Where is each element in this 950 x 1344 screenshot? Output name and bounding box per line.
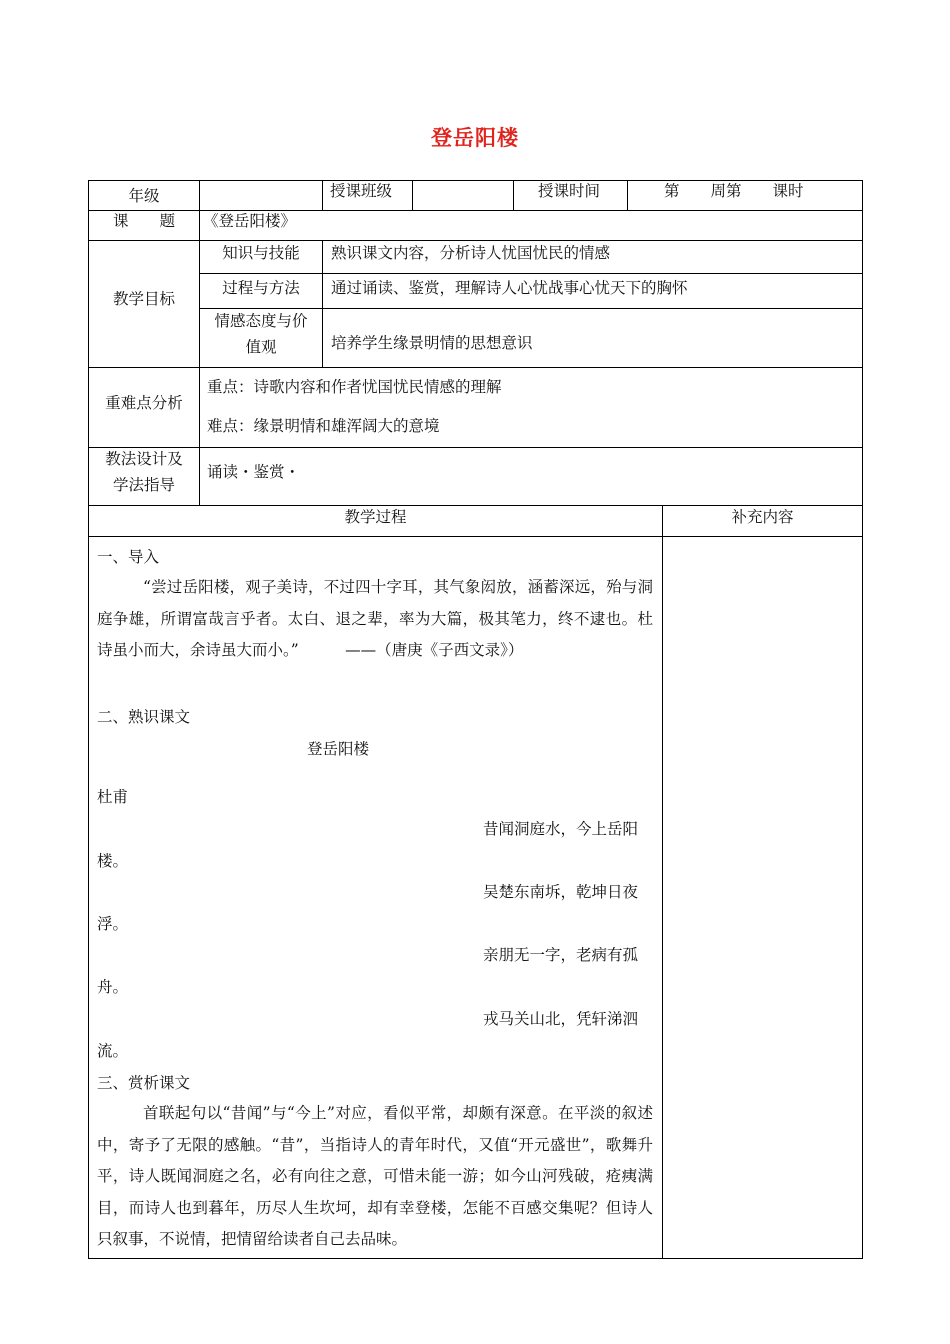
time-label: 授课时间 [538, 182, 601, 200]
keypoints-difficulty: 难点：缘景明情和雄浑阔大的意境 [207, 417, 440, 435]
poem-line-3a: 亲朋无一字，老病有孤 [483, 946, 639, 964]
goal-knowledge-label: 知识与技能 [222, 244, 300, 262]
intro-quote: “尝过岳阳楼，观子美诗，不过四十字耳，其气象闳放，涵蓄深远，殆与洞庭争雄，所谓富哉言乎者。太白、退之辈，率为大篇，极其笔力，终不逮也。杜诗虽小而大，余诗虽大而小。” ——（唐庚《子西文录》） [97, 578, 653, 659]
page-title: 登岳阳楼 [431, 125, 519, 150]
goals-label: 教学目标 [112, 290, 175, 308]
method-label-line2: 学法指导 [112, 476, 175, 494]
goal-attitude-label [200, 311, 322, 357]
goal-attitude-label-line2: 值观 [245, 338, 277, 356]
supplement-header: 补充内容 [731, 508, 794, 526]
section-analysis-heading: 三、赏析课文 [97, 1074, 191, 1092]
poem-line-3b: 舟。 [97, 978, 129, 996]
goal-process-text: 通过诵读、鉴赏，理解诗人心忧战事心忧天下的胸怀 [331, 279, 688, 297]
section-intro-heading: 一、导入 [97, 548, 160, 566]
goal-process-label: 过程与方法 [222, 279, 300, 297]
lesson-value: 《登岳阳楼》 [203, 212, 297, 230]
poem-line-4a: 戎马关山北，凭轩涕泗 [483, 1010, 639, 1028]
method-label-line1: 教法设计及 [105, 450, 183, 468]
analysis-paragraph: 首联起句以“昔闻”与“今上”对应，看似平常，却颇有深意。在平淡的叙述中，寄予了无限的感触。“昔”，当指诗人的青年时代，又值“开元盛世”，歌舞升平，诗人既闻洞庭之名，必有向往之意，可惜未能一游；如今山河残破，疮痍满目，而诗人也到暮年，历尽人生坎坷，却有幸登楼，怎能不百感交集呢？但诗人只叙事，不说情，把情留给读者自己去品味。 [97, 1104, 653, 1248]
keypoints-label: 重难点分析 [105, 394, 183, 412]
grade-label: 年级 [128, 187, 160, 205]
lesson-label: 课 题 [112, 212, 175, 230]
goal-attitude-text: 培养学生缘景明情的思想意识 [331, 334, 533, 352]
time-value: 第 周第 课时 [664, 182, 804, 200]
keypoints-focus: 重点：诗歌内容和作者忧国忧民情感的理解 [207, 378, 502, 396]
poem-author: 杜甫 [97, 788, 129, 806]
poem-line-1b: 楼。 [97, 852, 129, 870]
class-label: 授课班级 [330, 182, 393, 200]
process-header: 教学过程 [344, 508, 407, 526]
poem-line-4b: 流。 [97, 1042, 129, 1060]
goal-knowledge-text: 熟识课文内容，分析诗人忧国忧民的情感 [331, 244, 611, 262]
poem-line-1a: 昔闻洞庭水，今上岳阳 [483, 820, 639, 838]
poem-line-2a: 吴楚东南坼，乾坤日夜 [483, 883, 639, 901]
poem-line-2b: 浮。 [97, 915, 129, 933]
poem-title: 登岳阳楼 [307, 740, 370, 758]
goal-attitude-label-line1: 情感态度与价 [214, 312, 308, 330]
section-text-heading: 二、熟识课文 [97, 708, 191, 726]
method-label [89, 449, 199, 495]
method-value: 诵读・鉴赏・ [207, 463, 301, 481]
